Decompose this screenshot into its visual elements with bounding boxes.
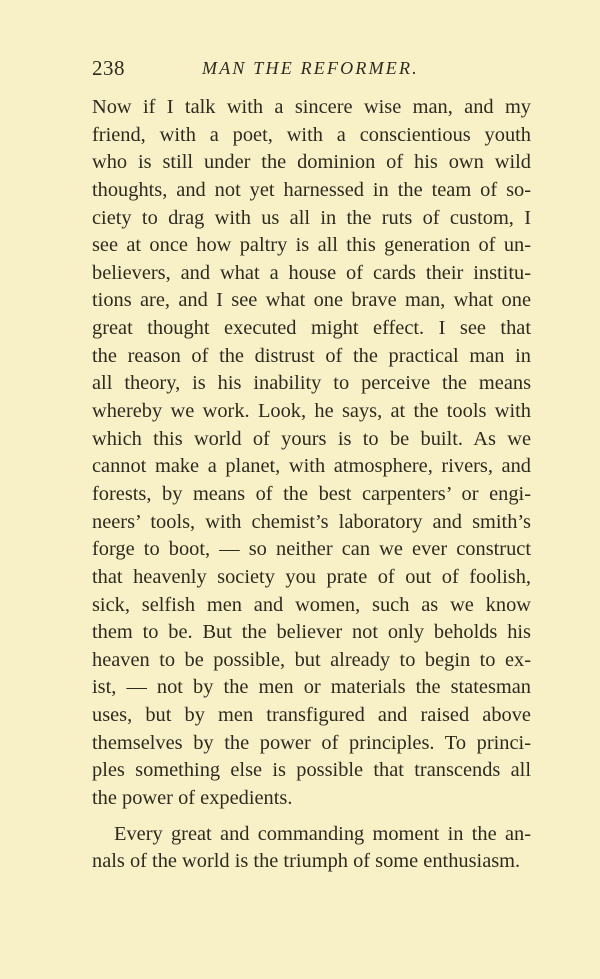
text-line: Every great and commanding moment in the an- [114, 822, 531, 845]
text-line: thoughts, and not yet harnessed in the team of so- [92, 178, 531, 201]
page-number: 238 [92, 56, 125, 80]
text-line: which this world of yours is to be built. As we [92, 427, 531, 450]
text-line: themselves by the power of principles. To princi- [92, 731, 531, 754]
text-line: forests, by means of the best carpenters’ or engi- [92, 482, 531, 505]
text-line: ples something else is possible that transcends all [92, 759, 531, 782]
text-line: forge to boot, — so neither can we ever construct [92, 538, 531, 561]
text-line: cannot make a planet, with atmosphere, rivers, and [92, 455, 531, 478]
paragraph-gap [92, 813, 531, 821]
text-line: the power of expedients. [92, 787, 293, 810]
running-title: MAN THE REFORMER. [202, 58, 419, 78]
text-line: that heavenly society you prate of out of foolish, [92, 565, 531, 588]
paragraph [92, 94, 531, 813]
text-line: whereby we work. Look, he says, at the tools with [92, 400, 531, 423]
text-line: who is still under the dominion of his own wild [92, 151, 531, 174]
text-line: great thought executed might effect. I see that [92, 317, 531, 340]
text-line: sick, selfish men and women, such as we know [92, 593, 531, 616]
text-line: tions are, and I see what one brave man, what one [92, 289, 531, 312]
text-line: believers, and what a house of cards their institu- [92, 261, 531, 284]
body-text [92, 94, 531, 876]
text-line: neers’ tools, with chemist’s laboratory and smith’s [92, 510, 531, 533]
text-line: the reason of the distrust of the practical man in [92, 344, 531, 367]
text-line: Now if I talk with a sincere wise man, and my [92, 96, 531, 118]
text-line: heaven to be possible, but already to begin to ex- [92, 648, 531, 671]
text-line: ist, — not by the men or materials the statesman [92, 676, 531, 699]
text-line: all theory, is his inability to perceive the means [92, 372, 531, 395]
text-line: friend, with a poet, with a conscientious youth [92, 123, 531, 146]
text-line: see at once how paltry is all this generation of un- [92, 234, 531, 257]
text-line: uses, but by men transfigured and raised above [92, 704, 531, 727]
text-line: them to be. But the believer not only beholds his [92, 621, 531, 644]
text-line: nals of the world is the triumph of some enthusiasm. [92, 850, 521, 873]
text-line: ciety to drag with us all in the ruts of custom, I [92, 206, 531, 229]
page-header [92, 56, 532, 82]
paragraph [92, 821, 531, 876]
